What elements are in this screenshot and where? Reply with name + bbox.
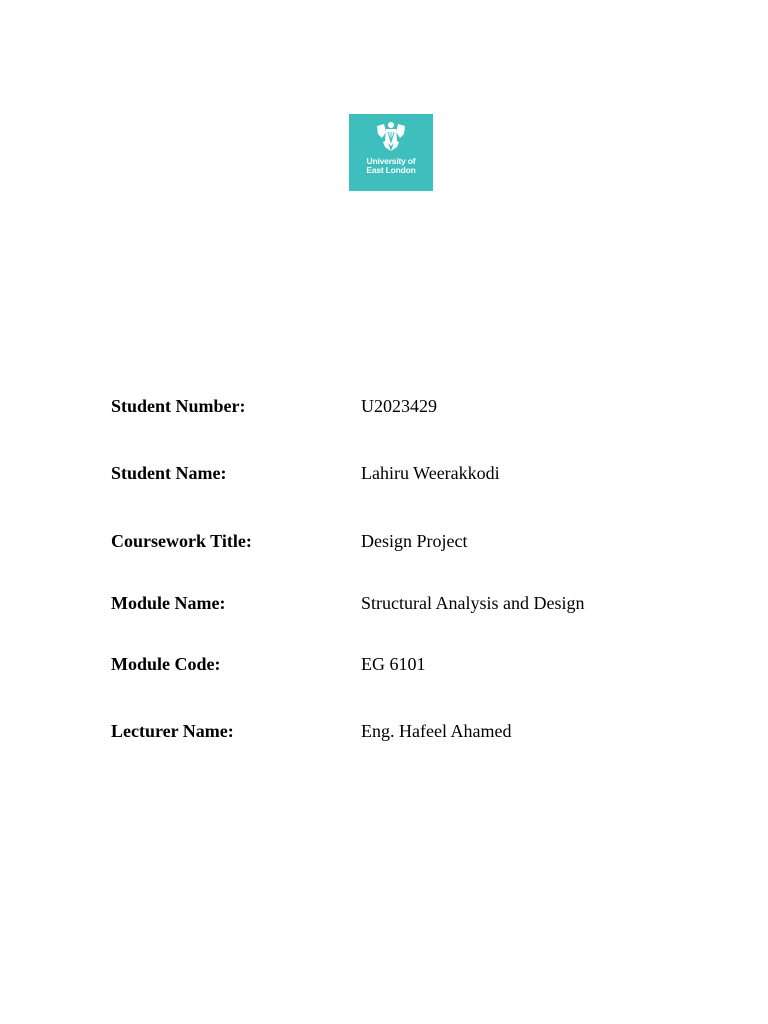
logo-text-line-1: University of <box>366 156 416 166</box>
module-name-label: Module Name: <box>111 593 226 613</box>
coursework-title-label: Coursework Title: <box>111 531 252 551</box>
student-number-value: U2023429 <box>361 396 437 416</box>
logo-text-line-2: East London <box>366 165 416 175</box>
coursework-title-value: Design Project <box>361 531 468 551</box>
student-number-label: Student Number: <box>111 396 246 416</box>
lecturer-name-label: Lecturer Name: <box>111 721 234 741</box>
module-code-label: Module Code: <box>111 654 221 674</box>
student-name-label: Student Name: <box>111 463 227 483</box>
phoenix-crest-icon <box>374 120 408 154</box>
lecturer-name-value: Eng. Hafeel Ahamed <box>361 721 512 741</box>
module-name-value: Structural Analysis and Design <box>361 593 585 613</box>
university-logo <box>349 114 433 191</box>
module-code-value: EG 6101 <box>361 654 426 674</box>
student-name-value: Lahiru Weerakkodi <box>361 463 500 483</box>
